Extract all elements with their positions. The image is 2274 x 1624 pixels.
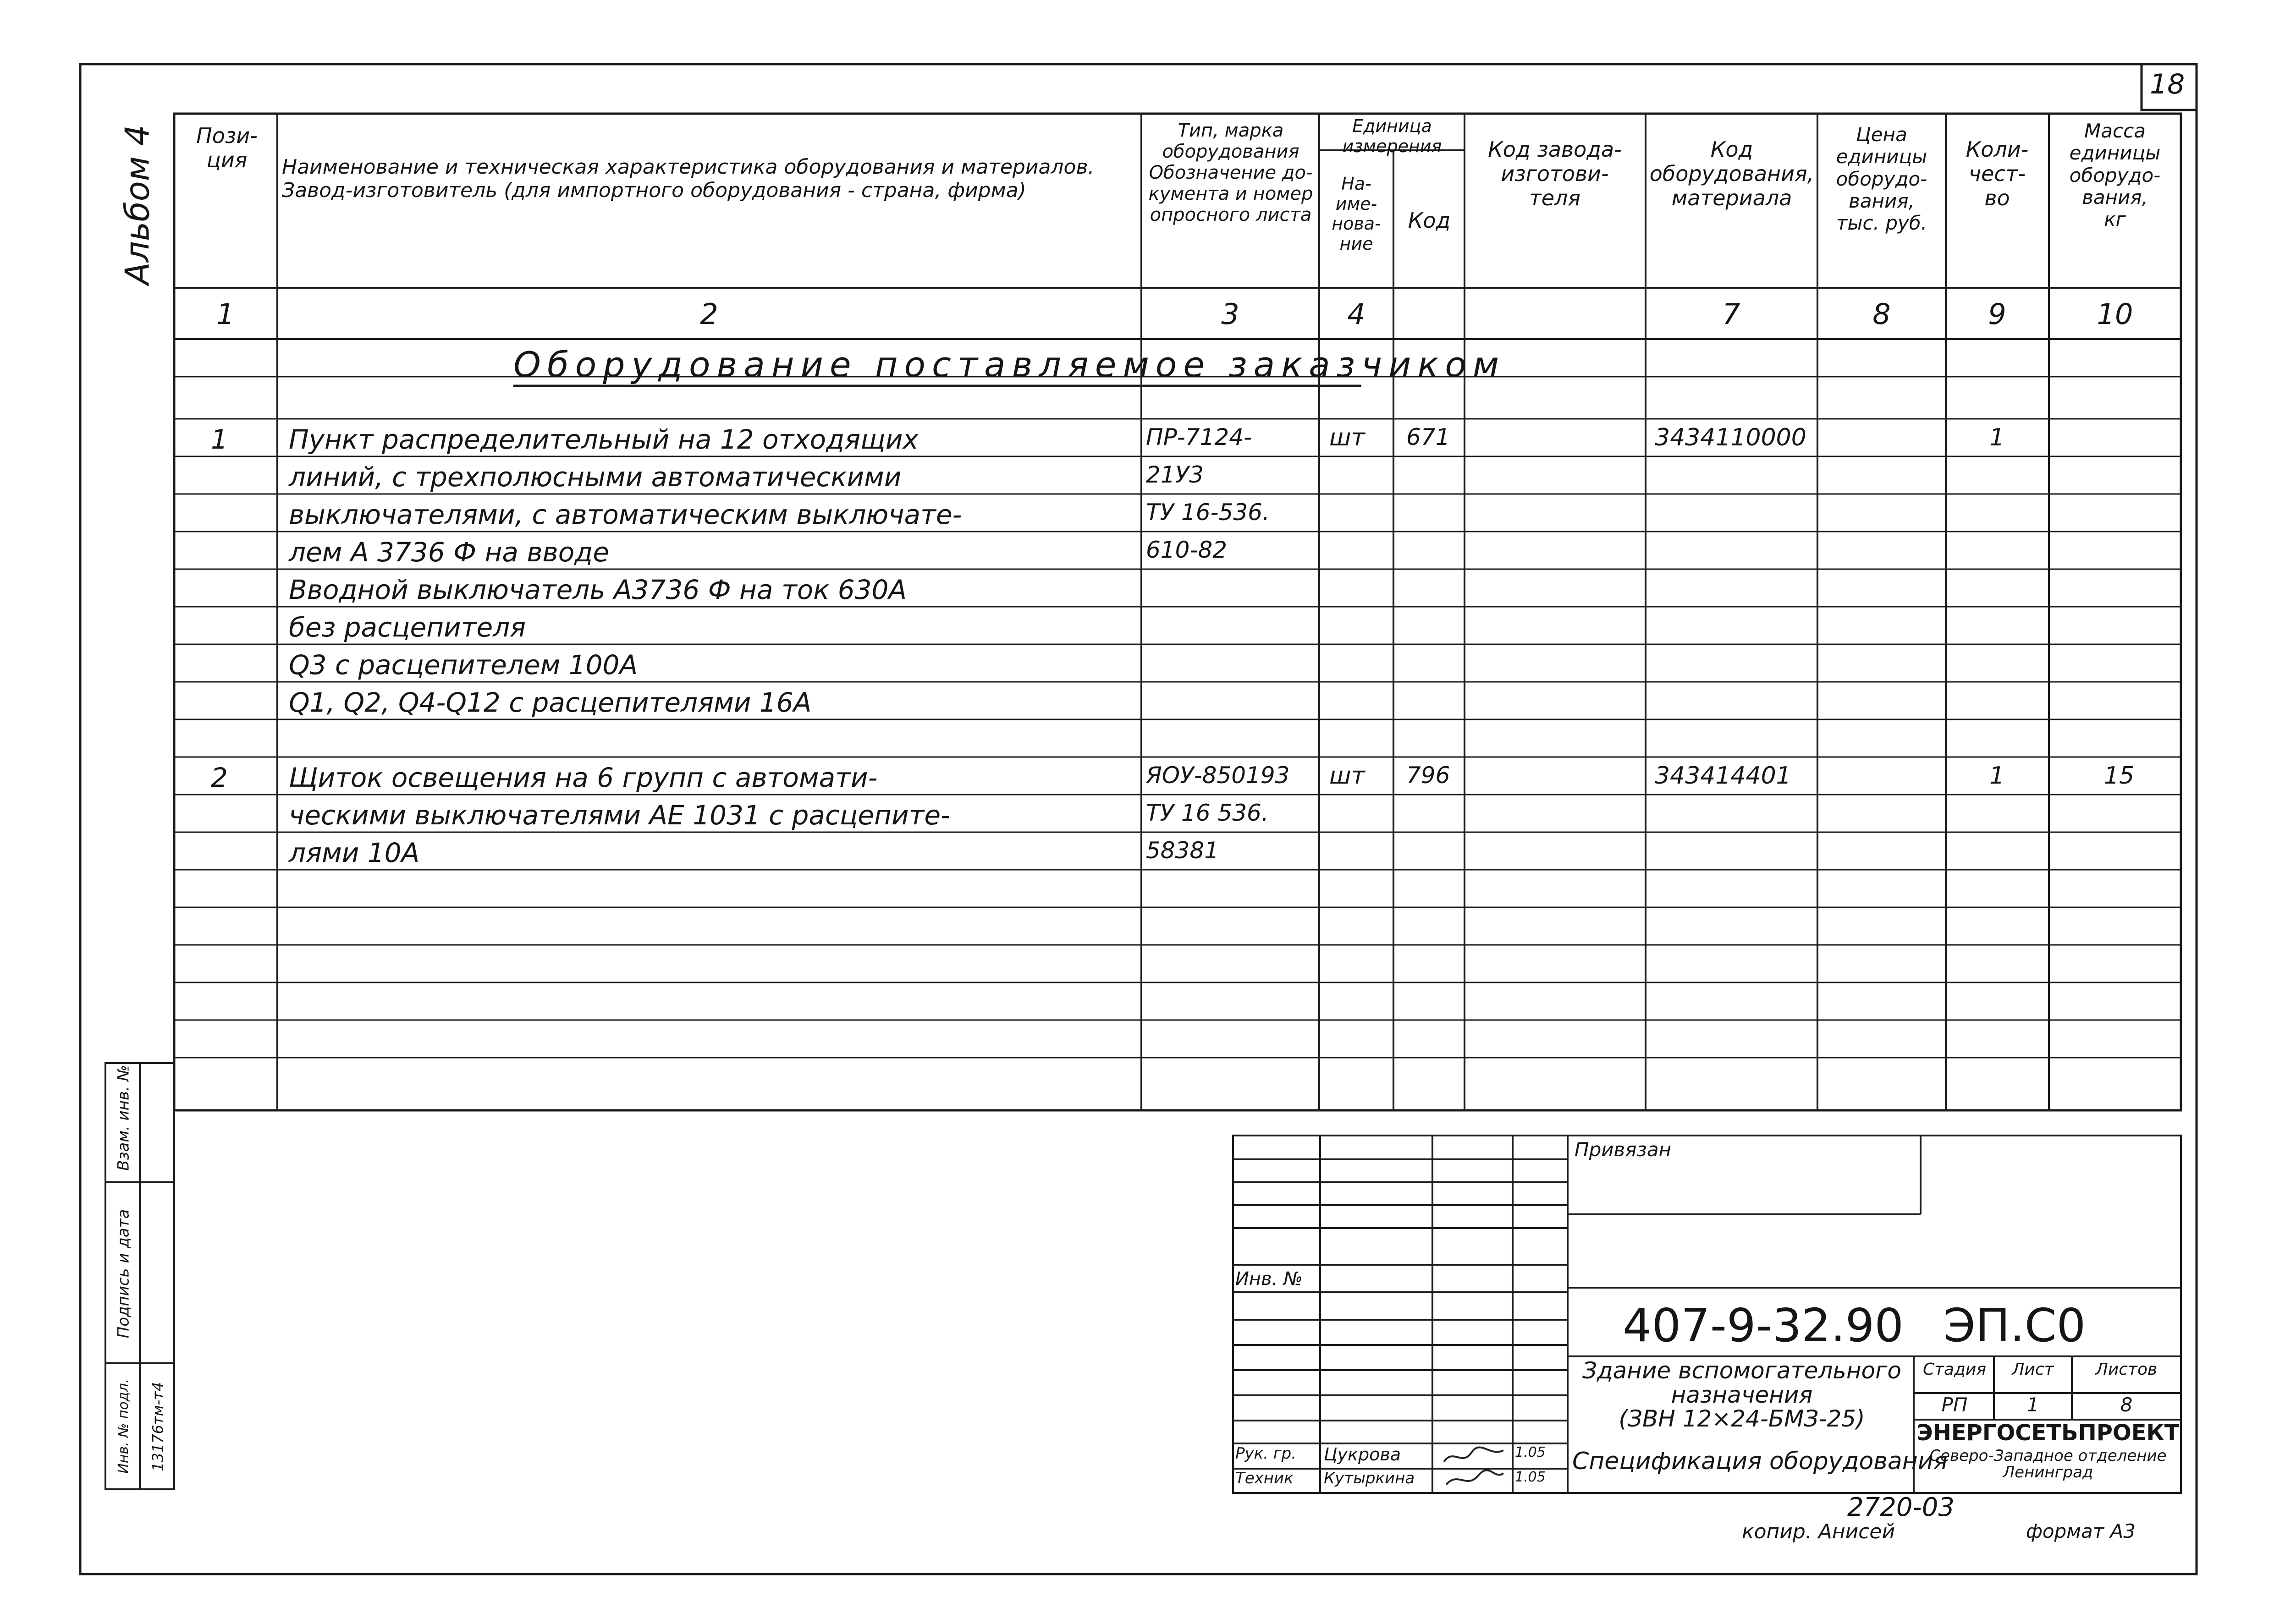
- item-type-line: 58381: [1146, 837, 1219, 864]
- column-number: 2: [700, 297, 718, 331]
- column-number: 10: [2097, 297, 2133, 331]
- item-unit-code: 671: [1406, 424, 1450, 450]
- item-description-line: линий, с трехполюсными автоматическими: [289, 461, 902, 493]
- item-description-line: Q3 с расцепителем 100А: [289, 649, 638, 680]
- column-number: 4: [1347, 297, 1366, 331]
- side-stamp-inv-value: 13176тм-т4: [149, 1382, 167, 1471]
- header-mass: Масса единицы оборудо- вания, кг: [2069, 120, 2161, 231]
- column-number: 9: [1988, 297, 2006, 331]
- sheet-value: 1: [2026, 1394, 2039, 1416]
- header-type: Тип, марка оборудования Обозначение до- кумента и номер опросного листа: [1148, 120, 1313, 225]
- sheet-format: формат А3: [2026, 1520, 2136, 1542]
- item-unit-code: 796: [1406, 762, 1450, 789]
- project-name: Здание вспомогательного назначения (ЗВН 12×24-БМЗ-25): [1582, 1357, 1902, 1432]
- item-description-line: выключателями, с автоматическим выключате-: [289, 499, 962, 530]
- item-position: 1: [211, 424, 228, 455]
- title-linked: Привязан: [1575, 1138, 1672, 1161]
- sheet-title: Спецификация оборудования: [1572, 1448, 1948, 1475]
- sheets-label: Листов: [2095, 1360, 2158, 1379]
- item-description-line: лем А 3736 Ф на вводе: [289, 537, 610, 568]
- side-stamp-replace-inv: Взам. инв. №: [114, 1065, 133, 1171]
- item-description-line: без расцепителя: [289, 612, 526, 643]
- item-description-line: ческими выключателями АЕ 1031 с расцепите-: [289, 800, 951, 831]
- document-code: 407-9-32.90: [1623, 1299, 1904, 1352]
- item-type-line: ТУ 16 536.: [1146, 800, 1269, 826]
- name-1: Цукрова: [1324, 1444, 1401, 1465]
- stage-value: РП: [1941, 1394, 1968, 1416]
- side-stamp-signature: Подпись и дата: [114, 1209, 133, 1339]
- item-equipment-code: 343414401: [1655, 762, 1791, 790]
- section-title: Оборудование поставляемое заказчиком: [513, 344, 1506, 385]
- item-description-line: Q1, Q2, Q4-Q12 с расцепителями 16А: [289, 687, 812, 718]
- item-quantity: 1: [1989, 762, 2005, 790]
- document-suffix: ЭП.С0: [1944, 1299, 2086, 1352]
- side-stamp-inv-original: Инв. № подл.: [115, 1378, 132, 1474]
- item-quantity: 1: [1989, 424, 2005, 451]
- header-equipment-code: Код оборудования, материала: [1649, 137, 1814, 210]
- album-label: Альбом 4: [118, 125, 157, 285]
- item-position: 2: [211, 762, 228, 793]
- header-unit-name: На- име- нова- ние: [1332, 174, 1381, 254]
- sheet-number: 18: [2150, 68, 2185, 100]
- title-inv-no: Инв. №: [1235, 1268, 1303, 1289]
- copied-by: копир. Анисей: [1742, 1520, 1895, 1543]
- role-1: Рук. гр.: [1235, 1444, 1297, 1463]
- item-description-line: Пункт распределительный на 12 отходящих: [289, 424, 919, 455]
- item-type-line: ПР-7124-: [1146, 424, 1252, 450]
- item-unit: шт: [1329, 424, 1365, 451]
- column-number: 1: [216, 297, 235, 331]
- stage-label: Стадия: [1922, 1360, 1987, 1379]
- column-number: 7: [1722, 297, 1740, 331]
- header-name: Наименование и техническая характеристика оборудования и материалов. Завод-изготовитель (для импортного оборудования - страна, фирма): [282, 155, 1095, 202]
- item-description-line: Щиток освещения на 6 групп с автомати-: [289, 762, 878, 793]
- column-number: 8: [1872, 297, 1891, 331]
- header-price: Цена единицы оборудо- вания, тыс. руб.: [1836, 123, 1927, 235]
- role-2: Техник: [1235, 1469, 1294, 1487]
- item-description-line: Вводной выключатель А3736 Ф на ток 630А: [289, 574, 907, 605]
- order-number: 2720-03: [1847, 1492, 1955, 1522]
- sheet-label: Лист: [2012, 1360, 2054, 1379]
- sheets-value: 8: [2120, 1394, 2133, 1416]
- item-type-line: ЯОУ-850193: [1146, 762, 1290, 789]
- column-number: 3: [1221, 297, 1239, 331]
- item-equipment-code: 3434110000: [1655, 424, 1806, 451]
- item-description-line: лями 10А: [289, 837, 420, 868]
- name-2: Кутыркина: [1324, 1469, 1415, 1487]
- item-mass: 15: [2104, 762, 2135, 790]
- header-plant-code: Код завода- изготови- теля: [1488, 137, 1622, 210]
- header-quantity: Коли- чест- во: [1966, 137, 2029, 210]
- item-type-line: 610-82: [1146, 537, 1228, 563]
- item-unit: шт: [1329, 762, 1365, 790]
- date-1: 1.05: [1515, 1444, 1546, 1460]
- date-2: 1.05: [1515, 1469, 1546, 1485]
- item-type-line: 21У3: [1146, 461, 1204, 488]
- header-unit-group: Единица измерения: [1342, 116, 1442, 156]
- organization-branch: Северо-Западное отделение Ленинград: [1929, 1447, 2167, 1481]
- organization: ЭНЕРГОСЕТЬПРОЕКТ: [1916, 1420, 2180, 1446]
- header-position: Пози- ция: [196, 123, 258, 172]
- item-type-line: ТУ 16-536.: [1146, 499, 1270, 526]
- signature-marks: [1439, 1443, 1508, 1492]
- header-unit-code: Код: [1408, 208, 1451, 233]
